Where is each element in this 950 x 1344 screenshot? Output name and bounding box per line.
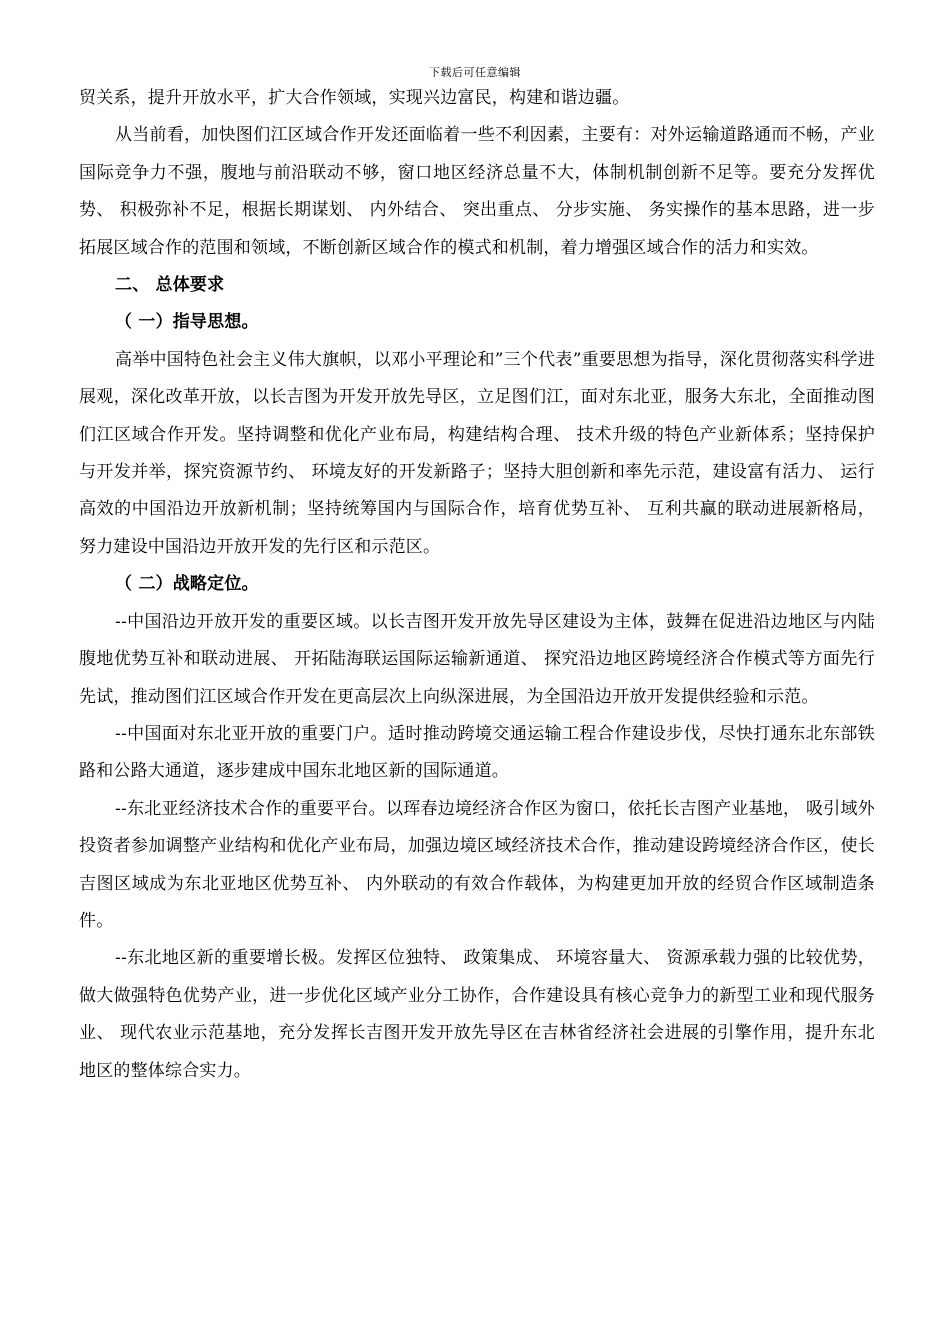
paragraph-positioning-gateway: --中国面对东北亚开放的重要门户。适时推动跨境交通运输工程合作建设步伐，尽快打通东北东部铁路和公路大通道，逐步建成中国东北地区新的国际通道。 [79, 723, 875, 782]
paragraph-positioning-border-region: --中国沿边开放开发的重要区域。以长吉图开发开放先导区建设为主体，鼓舞在促进沿边地区与内陆腹地优势互补和联动进展、 开拓陆海联运国际运输新通道、 探究沿边地区跨境经济合作模式等方面先行先试，推动图们江区域合作开发在更高层次上向纵深进展，为全国沿边开放开发提供经验和示范。 [79, 611, 875, 707]
paragraph-positioning-growth-pole: --东北地区新的重要增长极。发挥区位独特、 政策集成、 环境容量大、 资源承载力强的比较优势，做大做强特色优势产业，进一步优化区域产业分工协作，合作建设具有核心竞争力的新型工业和现代服务业、 现代农业示范基地，充分发挥长吉图开发开放先导区在吉林省经济社会进展的引擎作用，提升东北地区的整体综合实力。 [79, 948, 875, 1081]
paragraph-unfavorable-factors: 从当前看，加快图们江区域合作开发还面临着一些不利因素，主要有：对外运输道路通而不畅，产业国际竞争力不强，腹地与前沿联动不够，窗口地区经济总量不大，体制机制创新不足等。要充分发挥优势、 积极弥补不足，根据长期谋划、 内外结合、 突出重点、 分步实施、 务实操作的基本思路，进一步拓展区域合作的范围和领域，不断创新区域合作的模式和机制，着力增强区域合作的活力和实效。 [79, 125, 875, 258]
section-heading-overall-requirements: 二、 总体要求 [115, 275, 225, 296]
subsection-heading-strategic-positioning: （ 二）战略定位。 [115, 574, 259, 595]
document-body [79, 80, 875, 1090]
subsection-heading-guiding-ideology: （ 一）指导思想。 [115, 312, 259, 333]
paragraph-positioning-cooperation-platform: --东北亚经济技术合作的重要平台。以珲春边境经济合作区为窗口，依托长吉图产业基地， 吸引域外投资者参加调整产业结构和优化产业布局，加强边境区域经济技术合作，推动建设跨境经济合作区，使长吉图区域成为东北亚地区优势互补、 内外联动的有效合作载体，为构建更加开放的经贸合作区域制造条件。 [79, 798, 875, 931]
paragraph-continuation: 贸关系，提升开放水平，扩大合作领域，实现兴边富民，构建和谐边疆。 [79, 88, 630, 108]
header-note: 下载后可任意编辑 [429, 66, 521, 79]
paragraph-guiding-ideology: 高举中国特色社会主义伟大旗帜，以邓小平理论和”三个代表”重要思想为指导，深化贯彻落实科学进展观，深化改革开放，以长吉图为开发开放先导区，立足图们江，面对东北亚，服务大东北，全面推动图们江区域合作开发。坚持调整和优化产业布局，构建结构合理、 技术升级的特色产业新体系；坚持保护与开发并举，探究资源节约、 环境友好的开发新路子；坚持大胆创新和率先示范，建设富有活力、 运行高效的中国沿边开放新机制；坚持统筹国内与国际合作，培育优势互补、 互利共赢的联动进展新格局，努力建设中国沿边开放开发的先行区和示范区。 [79, 349, 875, 557]
